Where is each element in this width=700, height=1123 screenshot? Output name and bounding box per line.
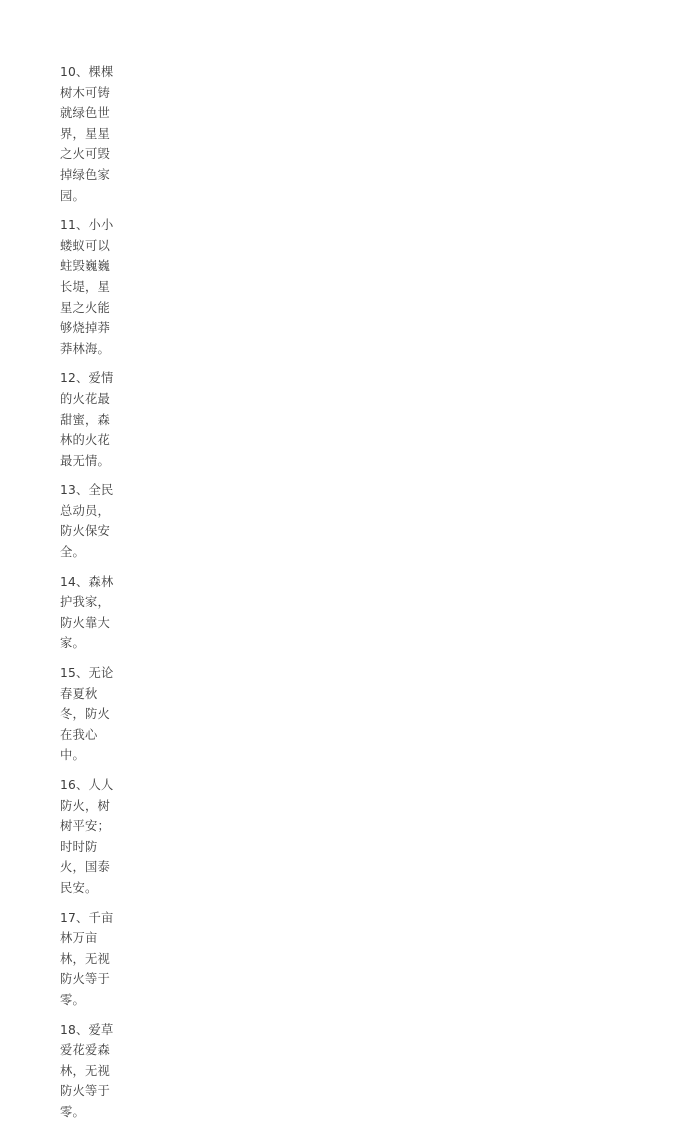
paragraph-item-15: 15、无论春夏秋冬，防火在我心中。 xyxy=(60,666,114,763)
paragraph-item-14: 14、森林护我家，防火靠大家。 xyxy=(60,574,114,651)
paragraph-item-17: 17、千亩林万亩林，无视防火等于零。 xyxy=(60,910,114,1007)
paragraph-item-10: 10、棵棵树木可铸就绿色世界，星星之火可毁掉绿色家园。 xyxy=(60,65,114,203)
paragraph-item-16: 16、人人防火，树树平安；时时防火，国泰民安。 xyxy=(60,778,114,895)
text-column xyxy=(60,62,122,1123)
paragraph-item-18: 18、爱草爱花爱森林，无视防火等于零。 xyxy=(60,1022,114,1119)
paragraph-item-13: 13、全民总动员，防火保安全。 xyxy=(60,483,114,560)
paragraph-item-12: 12、爱情的火花最甜蜜，森林的火花最无情。 xyxy=(60,371,114,468)
paragraph-item-11: 11、小小蝼蚁可以蛀毁巍巍长堤，星星之火能够烧掉莽莽林海。 xyxy=(60,218,114,356)
